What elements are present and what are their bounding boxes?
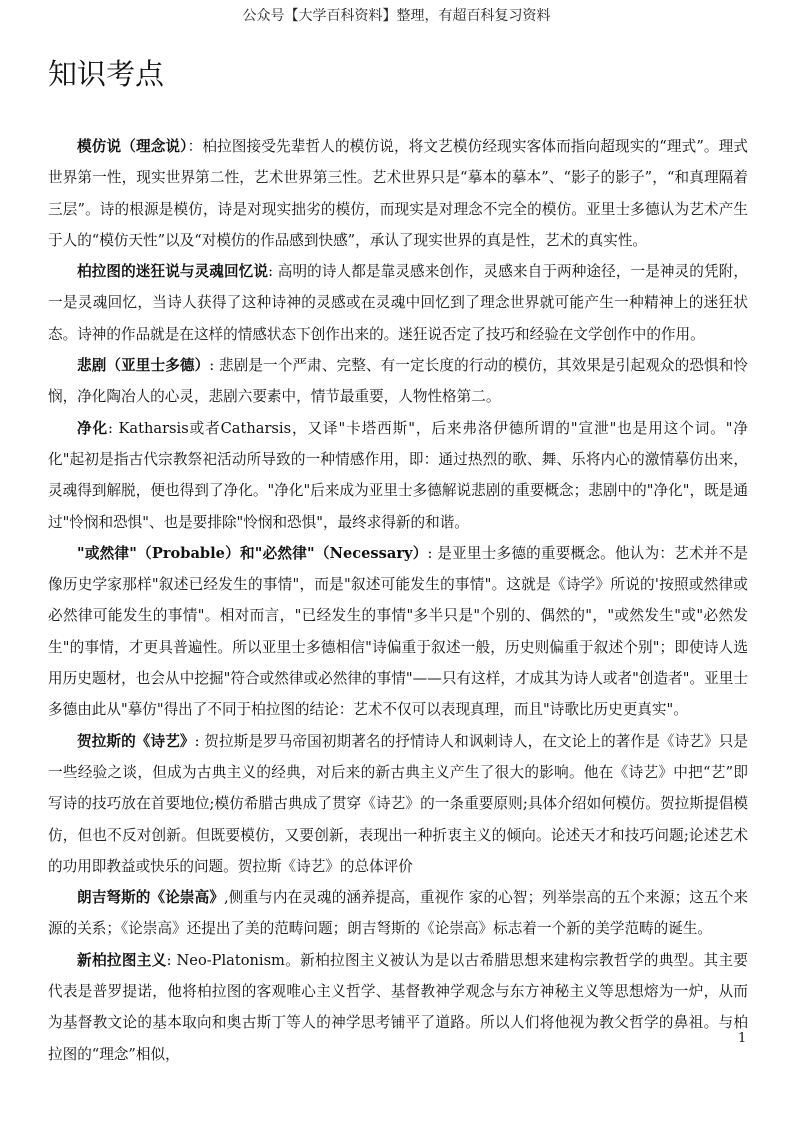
term: 新柏拉图主义 xyxy=(77,951,167,969)
paragraph-neoplatonism xyxy=(48,945,748,1070)
paragraph-mimesis xyxy=(48,131,748,256)
definition: : 贺拉斯是罗马帝国初期著名的抒情诗人和讽刺诗人，在文论上的著作是《诗艺》只是一些经验之谈，但成为古典主义的经典，对后来的新古典主义产生了很大的影响。他在《诗艺》中把“艺”即写诗的技巧放在首要地位;模仿希腊古典成了贯穿《诗艺》的一条重要原则;具体介绍如何模仿。贺拉斯提倡模仿，但也不反对创新。但既要模仿，又要创新，表现出一种折衷主义的倾向。论述天才和技巧问题;论述艺术的功用即教益或快乐的问题。贺拉斯《诗艺》的总体评价 xyxy=(48,732,748,875)
page-number: 1 xyxy=(738,1031,747,1046)
term: 朗吉弩斯的《论崇高》 xyxy=(77,889,225,907)
definition: : 悲剧是一个严肃、完整、有一定长度的行动的模仿，其效果是引起观众的恐惧和怜悯，净化陶冶人的心灵，悲剧六要素中，情节最重要，人物性格第二。 xyxy=(48,357,748,406)
term: "或然律"（Probable）和"必然律"（Necessary） xyxy=(77,544,428,562)
definition: ,侧重与内在灵魂的涵养提高，重视作 家的心智；列举崇高的五个来源；这五个来源的关系；《论崇高》还提出了美的范畴问题；朗吉弩斯的《论崇高》标志着一个新的美学范畴的诞生。 xyxy=(48,889,748,938)
definition: : 高明的诗人都是靠灵感来创作，灵感来自于两种途径，一是神灵的凭附，一是灵魂回忆，当诗人获得了这种诗神的灵感或在灵魂中回忆到了理念世界就可能产生一种精神上的迷狂状态。诗神的作品就是在这样的情感状态下创作出来的。迷狂说否定了技巧和经验在文学创作中的作用。 xyxy=(48,263,748,343)
page-title: 知识考点 xyxy=(48,57,165,91)
definition: : Neo-Platonism。新柏拉图主义被认为是以古希腊思想来建构宗教哲学的典型。其主要代表是普罗提诺，他将柏拉图的客观唯心主义哲学、基督教神学观念与东方神秘主义等思想熔为一炉，从而为基督教文论的基本取向和奥古斯丁等人的神学思考铺平了道路。所以人们将他视为教父哲学的鼻祖。与柏拉图的“理念”相似， xyxy=(48,951,748,1063)
term: 悲剧（亚里士多德） xyxy=(77,357,210,375)
paragraph-frenzy xyxy=(48,256,748,350)
page-header: 公众号【大学百科资料】整理，有超百科复习资料 xyxy=(242,8,551,24)
definition: ：柏拉图接受先辈哲人的模仿说，将文艺模仿经现实客体而指向超现实的“理式”。理式世界第一性，现实世界第二性，艺术世界第三性。艺术世界只是“摹本的摹本”、“影子的影子”，“和真理隔着三层”。诗的根源是模仿，诗是对现实拙劣的模仿，而现实是对理念不完全的模仿。亚里士多德认为艺术产生于人的“模仿天性”以及“对模仿的作品感到快感”，承认了现实世界的真是性，艺术的真实性。 xyxy=(48,138,748,249)
paragraph-probable-necessary xyxy=(48,538,748,726)
term: 柏拉图的迷狂说与灵魂回忆说 xyxy=(77,263,269,281)
paragraph-tragedy xyxy=(48,350,748,413)
paragraph-catharsis xyxy=(48,413,748,538)
document-body xyxy=(48,131,748,1070)
definition: : 是亚里士多德的重要概念。他认为：艺术并不是像历史学家那样"叙述已经发生的事情"，而是"叙述可能发生的事情"。这就是《诗学》所说的'按照或然律或必然律可能发生的事情"。相对而言，"已经发生的事情"多半只是"个别的、偶然的"，"或然发生"或"必然发生"的事情，才更具普遍性。所以亚里士多德相信"诗偏重于叙述一般，历史则偏重于叙述个别"；即使诗人选用历史题材，也会从中挖掘"符合或然律或必然律的事情"——只有这样，才成其为诗人或者"创造者"。亚里士多德由此从"摹仿"得出了不同于柏拉图的结论：艺术不仅可以表现真理，而且"诗歌比历史更真实"。 xyxy=(48,544,749,719)
term: 贺拉斯的《诗艺》 xyxy=(77,732,195,750)
term: 模仿说（理念说） xyxy=(77,138,188,155)
definition: : Katharsis或者Catharsis，又译"卡塔西斯"，后来弗洛伊德所谓的"宣泄"也是用这个词。"净化"起初是指古代宗教祭祀活动所导致的一种情感作用，即：通过热烈的歌、舞、乐将内心的激情摹仿出来，灵魂得到解脱，便也得到了净化。"净化"后来成为亚里士多德解说悲剧的重要概念；悲剧中的"净化"，既是通过"怜悯和恐惧"、也是要排除"怜悯和恐惧"，最终求得新的和谐。 xyxy=(48,419,748,531)
term: 净化 xyxy=(77,419,109,437)
paragraph-ars-poetica xyxy=(48,726,748,882)
paragraph-sublime xyxy=(48,882,748,945)
